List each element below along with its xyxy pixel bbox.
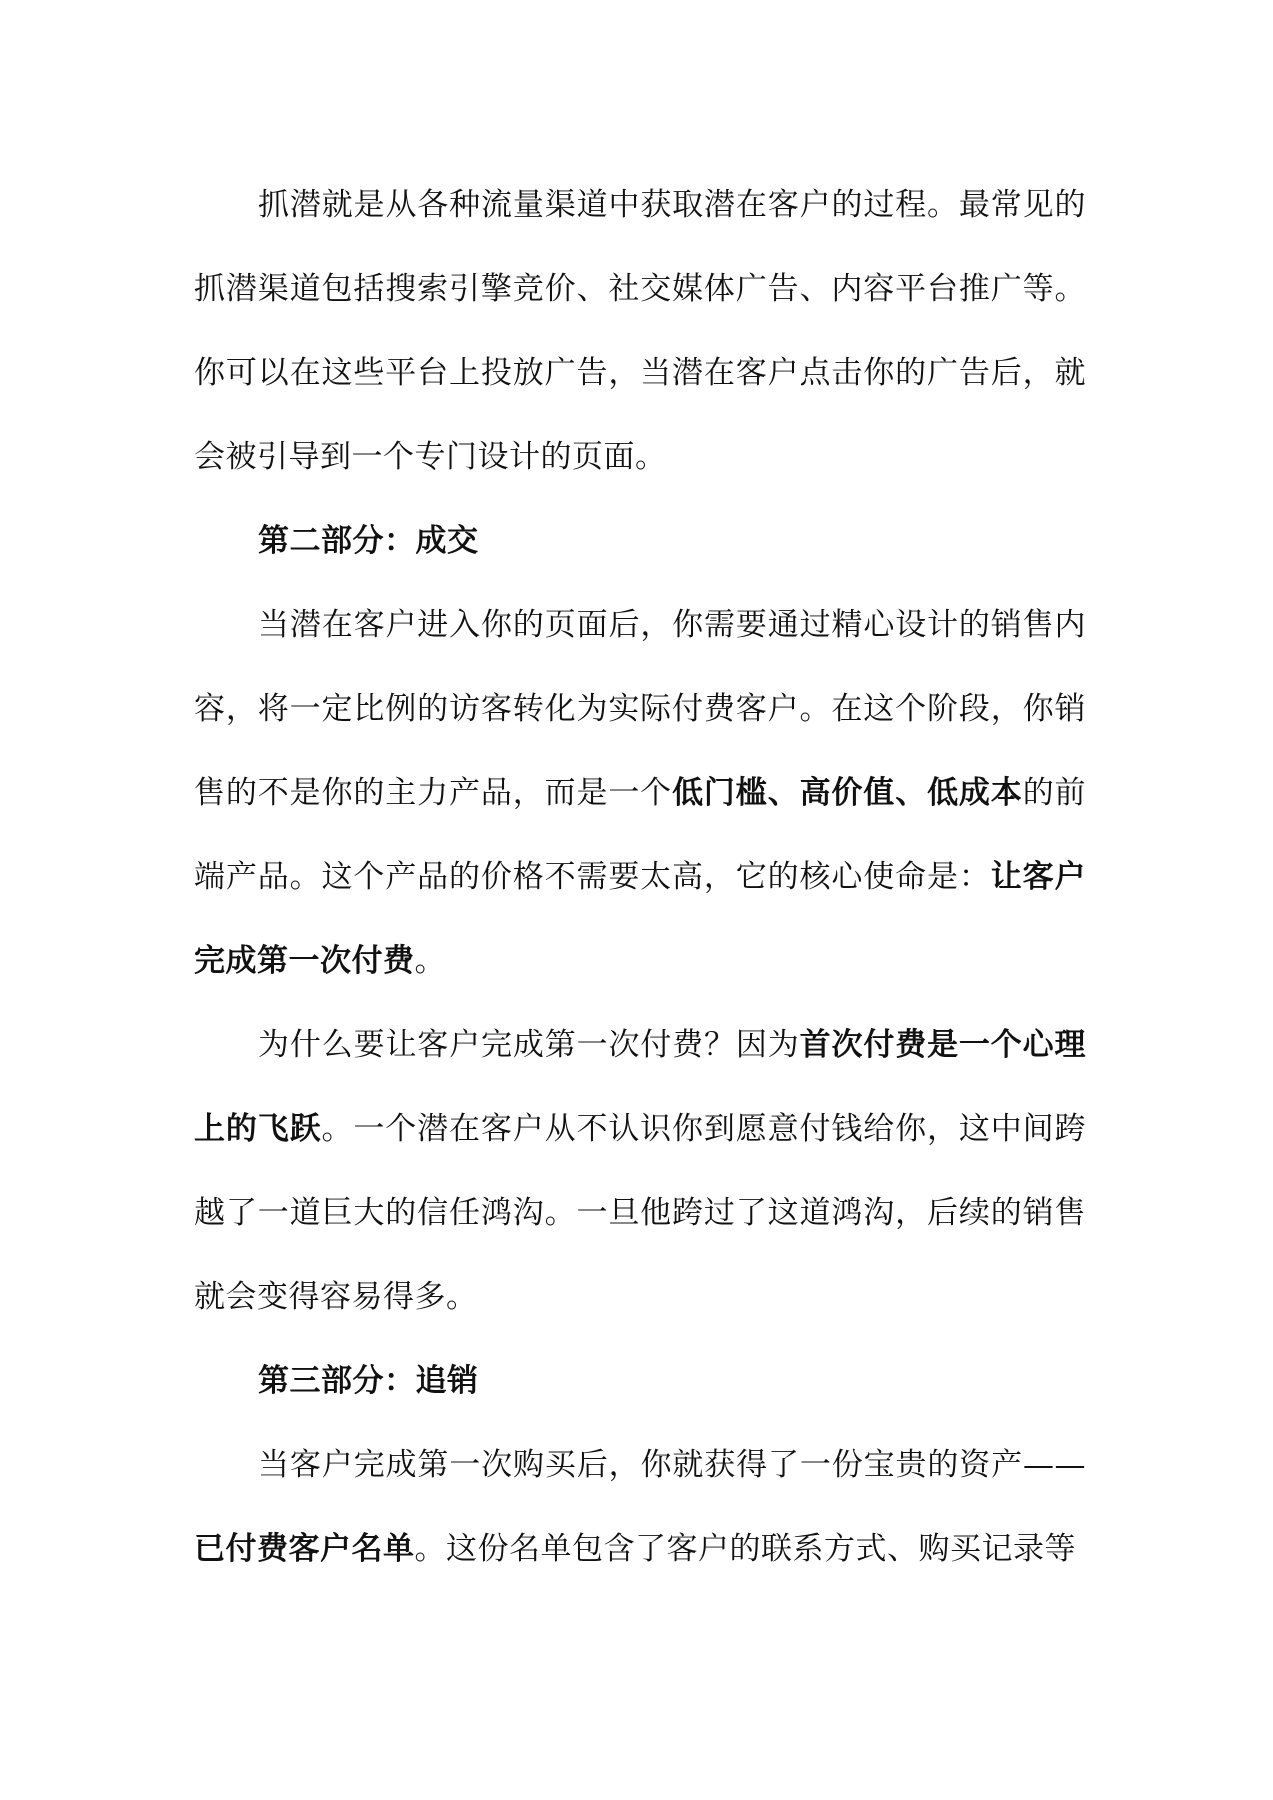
bold-text-low-threshold: 低门槛 [672, 775, 768, 811]
bold-text-core-mission: 让客户完成第一次付费 [194, 859, 1087, 979]
bold-text-separator: 、 [895, 775, 928, 811]
section-heading-closing: 第二部分：成交 [258, 523, 479, 559]
text-run: 为什么要让客户完成第一次付费？因为 [258, 1027, 800, 1063]
bold-text-psych-leap: 首次付费是一个心理上的飞跃 [194, 1027, 1087, 1147]
paragraph-upsell-1 [194, 1423, 1086, 1591]
bold-text-paid-customer-list: 已付费客户名单 [194, 1531, 415, 1567]
text-run: 。 [414, 943, 446, 979]
paragraph-closing-2 [194, 1003, 1086, 1339]
paragraph-closing-1 [194, 583, 1086, 1003]
bold-text-separator: 、 [767, 775, 800, 811]
bold-text-low-cost: 低成本 [927, 775, 1023, 811]
paragraph-text: 抓潜就是从各种流量渠道中获取潜在客户的过程。最常见的抓潜渠道包括搜索引擎竞价、社交媒体广告、内容平台推广等。你可以在这些平台上投放广告，当潜在客户点击你的广告后，就会被引导到一个专门设计的页面。 [194, 187, 1086, 475]
bold-text-high-value: 高价值 [799, 775, 896, 811]
text-run: 当客户完成第一次购买后，你就获得了一份宝贵的资产—— [258, 1447, 1086, 1483]
document-page [194, 163, 1086, 1591]
section-heading-upsell: 第三部分：追销 [258, 1363, 479, 1399]
text-run: 。这份名单包含了客户的联系方式、购买记录等 [414, 1531, 1076, 1567]
paragraph-lead-acquisition [194, 163, 1086, 499]
text-run: 当潜在客户进入你的页面后，你需要通过精心设计的销售内容，将一定比例的访客转化为实际付费客户。在这个阶段，你销售的不是你的主力产品，而是一个 [194, 607, 1086, 811]
text-run: 的前端产品。这个产品的价格不需要太高，它的核心使命是： [194, 775, 1087, 895]
text-run: 。一个潜在客户从不认识你到愿意付钱给你，这中间跨越了一道巨大的信任鸿沟。一旦他跨过了这道鸿沟，后续的销售就会变得容易得多。 [194, 1111, 1087, 1315]
